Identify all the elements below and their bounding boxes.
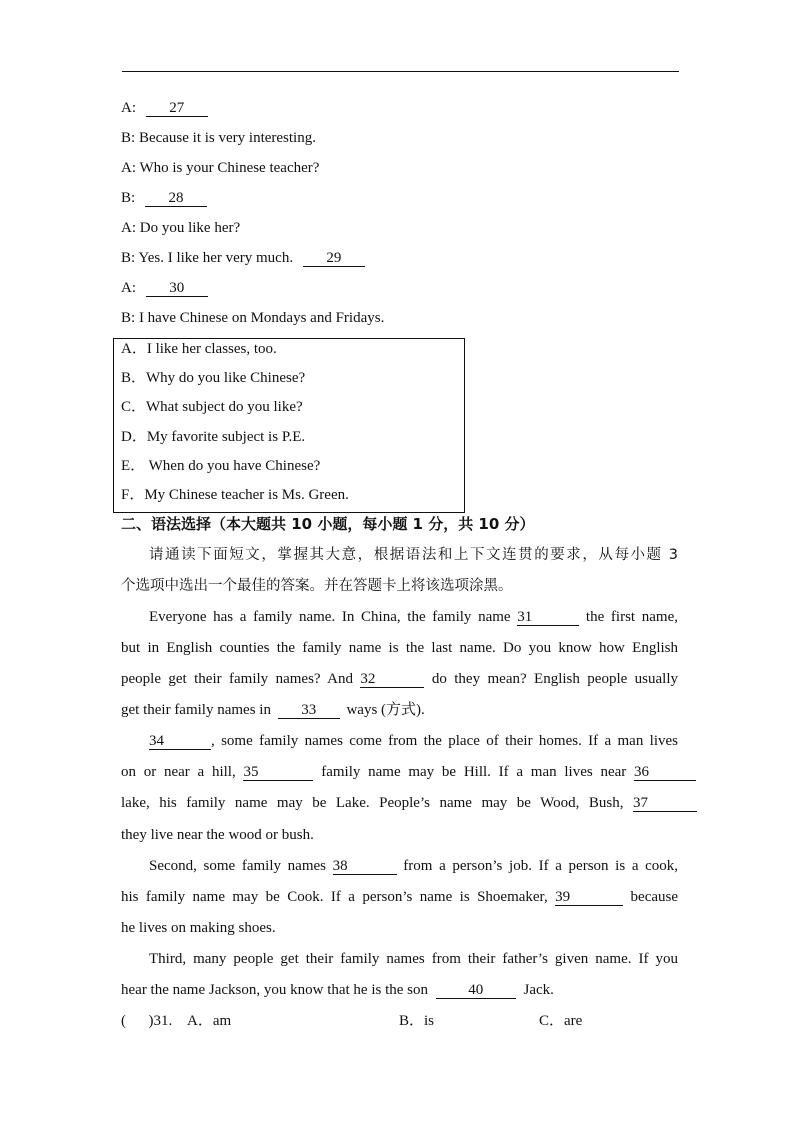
choice-b[interactable]: B．is — [399, 1013, 435, 1029]
option-b — [121, 368, 305, 388]
passage-text: , some family names come from the place of their homes. If a man lives — [211, 733, 678, 749]
passage-text: Second, some family names — [149, 858, 326, 874]
answer-paren[interactable]: ( )31. — [121, 1013, 173, 1029]
dialogue-text: Yes. I like her very much. — [138, 250, 294, 266]
blank-38[interactable]: 38 — [333, 858, 397, 875]
dialogue-line — [121, 158, 319, 178]
blank-28[interactable]: 28 — [145, 190, 207, 207]
passage-line-10 — [121, 887, 678, 907]
blank-34[interactable]: 34 — [149, 733, 211, 750]
passage-text: people get their family names? And — [121, 671, 353, 687]
speaker: A: — [121, 220, 136, 236]
dialogue-line-28 — [121, 188, 207, 208]
option-letter: F． — [121, 487, 145, 503]
option-letter: C． — [121, 399, 147, 415]
dialogue-line-30 — [121, 278, 208, 298]
option-text: Why do you like Chinese? — [146, 370, 306, 386]
blank-39[interactable]: 39 — [555, 889, 623, 906]
option-text: What subject do you like? — [146, 399, 303, 415]
speaker: B: — [121, 190, 136, 206]
passage-line-2: but in English counties the family name is the last name. Do you know how English — [121, 640, 678, 656]
blank-30[interactable]: 30 — [146, 280, 208, 297]
option-text: When do you have Chinese? — [145, 458, 321, 474]
option-d — [121, 427, 305, 447]
passage-line-7 — [121, 793, 697, 813]
section-title: 二、语法选择（本大题共 10 小题，每小题 1 分，共 10 分） — [121, 515, 535, 533]
instruction-line-2: 个选项中选出一个最佳的答案。并在答题卡上将该选项涂黑。 — [121, 578, 513, 594]
passage-line-4 — [121, 700, 425, 720]
choice-a[interactable]: A．am — [187, 1013, 232, 1029]
blank-31[interactable]: 31 — [517, 609, 579, 626]
passage-line-3 — [121, 669, 678, 689]
passage-line-11: he lives on making shoes. — [121, 920, 276, 936]
passage-text: family name may be Hill. If a man lives near — [321, 764, 627, 780]
option-c — [121, 397, 303, 417]
question-31 — [121, 1011, 691, 1031]
dialogue-text: Do you like her? — [139, 220, 241, 236]
passage-text: Jack. — [523, 982, 554, 998]
blank-33[interactable]: 33 — [278, 702, 340, 719]
speaker: B: — [121, 250, 136, 266]
passage-line-13 — [121, 980, 554, 1000]
speaker: B: — [121, 310, 136, 326]
passage-text: from a person’s job. If a person is a cook, — [403, 858, 679, 874]
passage-text: do they mean? English people usually — [431, 671, 679, 687]
passage-line-9 — [121, 856, 678, 876]
dialogue-text: I have Chinese on Mondays and Fridays. — [138, 310, 385, 326]
option-text: My Chinese teacher is Ms. Green. — [144, 487, 349, 503]
blank-37[interactable]: 37 — [633, 795, 697, 812]
choice-c[interactable]: C．are — [539, 1013, 583, 1029]
speaker: A: — [121, 160, 136, 176]
option-f — [121, 485, 349, 505]
speaker: B: — [121, 130, 136, 146]
option-letter: A． — [121, 341, 147, 357]
passage-text: his family name may be Cook. If a person’s name is Shoemaker, — [121, 889, 548, 905]
dialogue-text: Because it is very interesting. — [138, 130, 316, 146]
passage-line-6 — [121, 762, 696, 782]
option-letter: B． — [121, 370, 147, 386]
passage-text: get their family names in — [121, 702, 271, 718]
blank-35[interactable]: 35 — [243, 764, 313, 781]
blank-27[interactable]: 27 — [146, 100, 208, 117]
option-e — [121, 456, 320, 476]
passage-line-1 — [121, 607, 678, 627]
passage-text: ways (方式). — [346, 702, 425, 718]
passage-line-8: they live near the wood or bush. — [121, 827, 314, 843]
option-a — [121, 339, 277, 359]
blank-32[interactable]: 32 — [360, 671, 424, 688]
dialogue-line-27 — [121, 98, 208, 118]
option-letter: E． — [121, 458, 146, 474]
option-text: My favorite subject is P.E. — [146, 429, 306, 445]
blank-40[interactable]: 40 — [436, 982, 516, 999]
speaker: A: — [121, 100, 136, 116]
dialogue-line-29 — [121, 248, 365, 268]
passage-text: hear the name Jackson, you know that he is the son — [121, 982, 429, 998]
passage-line-5 — [121, 731, 678, 751]
speaker: A: — [121, 280, 136, 296]
passage-text: the first name, — [585, 609, 678, 625]
blank-36[interactable]: 36 — [634, 764, 696, 781]
dialogue-line — [121, 218, 240, 238]
passage-line-12: Third, many people get their family names from their father’s given name. If you — [149, 951, 678, 967]
passage-text: because — [630, 889, 679, 905]
dialogue-line — [121, 308, 384, 328]
blank-29[interactable]: 29 — [303, 250, 365, 267]
passage-text: lake, his family name may be Lake. People’s name may be Wood, Bush, — [121, 795, 624, 811]
header-rule — [122, 71, 679, 72]
option-letter: D． — [121, 429, 147, 445]
passage-text: on or near a hill, — [121, 764, 236, 780]
instruction-line-1: 请通读下面短文，掌握其大意，根据语法和上下文连贯的要求，从每小题 3 — [149, 547, 678, 563]
passage-text: Everyone has a family name. In China, the family name — [149, 609, 511, 625]
dialogue-text: Who is your Chinese teacher? — [139, 160, 320, 176]
dialogue-line — [121, 128, 316, 148]
option-text: I like her classes, too. — [146, 341, 277, 357]
